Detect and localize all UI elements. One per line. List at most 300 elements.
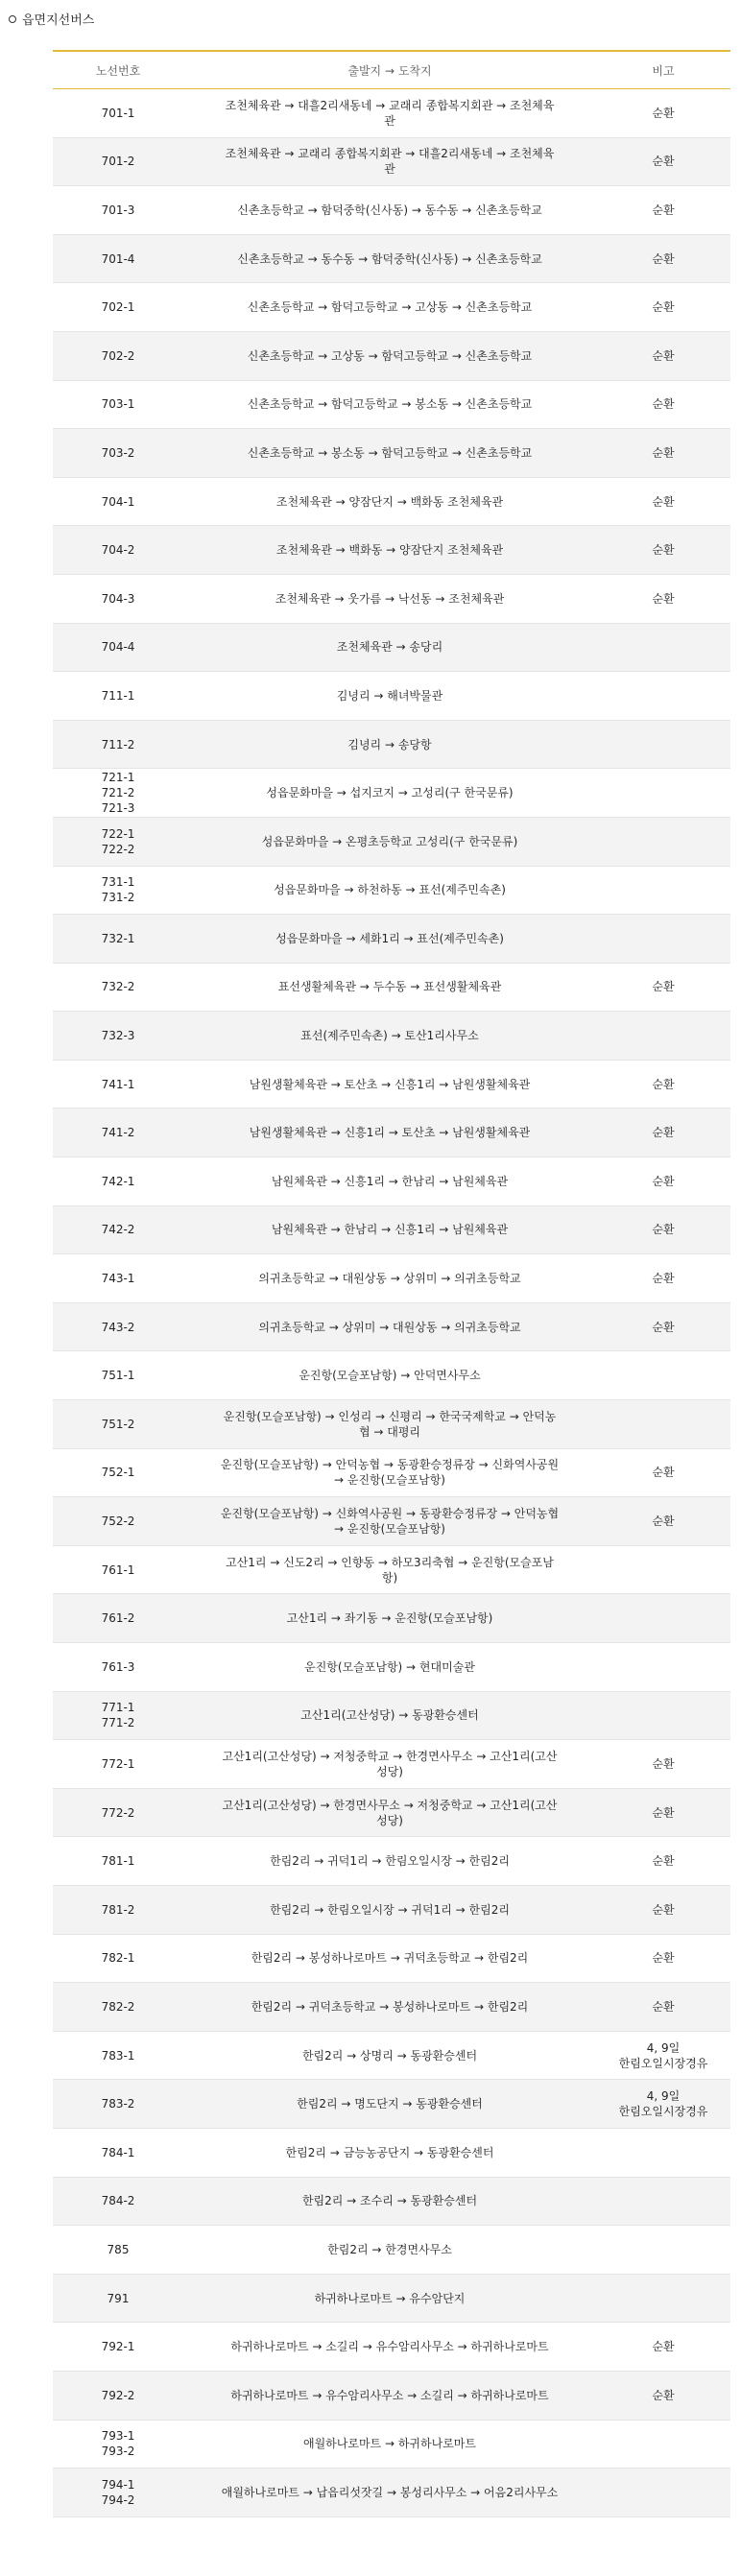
route-description: 남원생활체육관 → 토산초 → 신흥1리 → 남원생활체육관 bbox=[183, 1060, 596, 1109]
route-note: 순환 bbox=[652, 1174, 675, 1188]
table-row bbox=[53, 380, 730, 429]
route-note-cell bbox=[596, 1545, 730, 1594]
route-note: 순환 bbox=[652, 155, 675, 169]
route-number-cell bbox=[53, 1837, 183, 1886]
route-number: 702-2 bbox=[101, 348, 135, 363]
route-number-cell bbox=[53, 2420, 183, 2469]
table-row bbox=[53, 2469, 730, 2517]
route-description: 고산1리(고산성당) → 저청중학교 → 한경면사무소 → 고산1리(고산성당) bbox=[183, 1740, 596, 1789]
route-number-cell bbox=[53, 1788, 183, 1837]
route-number: 722-2 bbox=[101, 842, 135, 856]
route-description: 운진항(모슬포남항) → 인성리 → 신평리 → 한국국제학교 → 안덕농협 → 대평리 bbox=[183, 1400, 596, 1449]
route-note-cell bbox=[596, 1934, 730, 1983]
table-row bbox=[53, 866, 730, 915]
route-note: 순환 bbox=[652, 251, 675, 266]
route-number-cell bbox=[53, 2226, 183, 2275]
route-note: 순환 bbox=[652, 1126, 675, 1140]
route-number: 791 bbox=[107, 2291, 130, 2305]
route-note-cell bbox=[596, 89, 730, 138]
route-note: 순환 bbox=[652, 1951, 675, 1966]
route-description: 남원체육관 → 한남리 → 신흥1리 → 남원체육관 bbox=[183, 1205, 596, 1254]
route-number-cell bbox=[53, 477, 183, 526]
route-note-cell bbox=[596, 1205, 730, 1254]
route-number-cell bbox=[53, 429, 183, 478]
route-description: 한림2리 → 조수리 → 동광환승센터 bbox=[183, 2177, 596, 2226]
route-number-cell bbox=[53, 672, 183, 721]
route-number-cell bbox=[53, 1448, 183, 1497]
table-row bbox=[53, 1448, 730, 1497]
route-number-cell bbox=[53, 1643, 183, 1692]
route-number-cell bbox=[53, 817, 183, 866]
route-note-cell bbox=[596, 1983, 730, 2032]
route-note-cell bbox=[596, 963, 730, 1012]
route-number-cell bbox=[53, 1497, 183, 1546]
route-note: 순환 bbox=[652, 591, 675, 606]
table-row bbox=[53, 477, 730, 526]
route-number-cell bbox=[53, 769, 183, 818]
route-description: 성읍문화마을 → 섭지코지 → 고성리(구 한국문류) bbox=[183, 769, 596, 818]
route-number: 761-3 bbox=[101, 1659, 135, 1674]
route-description: 한림2리 → 상명리 → 동광환승센터 bbox=[183, 2031, 596, 2080]
table-row bbox=[53, 1012, 730, 1061]
table-row bbox=[53, 1109, 730, 1157]
route-note-cell bbox=[596, 672, 730, 721]
table-row bbox=[53, 1788, 730, 1837]
table-row bbox=[53, 1205, 730, 1254]
route-number: 721-1 bbox=[101, 771, 135, 785]
route-note: 4, 9일 bbox=[646, 2089, 681, 2104]
table-row bbox=[53, 2031, 730, 2080]
table-row bbox=[53, 2323, 730, 2372]
route-description: 신촌초등학교 → 함덕고등학교 → 봉소동 → 신촌초등학교 bbox=[183, 380, 596, 429]
table-row bbox=[53, 623, 730, 672]
table-row bbox=[53, 1060, 730, 1109]
route-note-cell bbox=[596, 1885, 730, 1934]
route-note: 순환 bbox=[652, 300, 675, 315]
route-note: 순환 bbox=[652, 1902, 675, 1917]
route-number-cell bbox=[53, 1109, 183, 1157]
route-description: 김녕리 → 해녀박물관 bbox=[183, 672, 596, 721]
table-row bbox=[53, 1157, 730, 1206]
route-description: 운진항(모슬포남항) → 신화역사공원 → 동광환승정류장 → 안덕농협 → 운진항(모슬포남항) bbox=[183, 1497, 596, 1546]
route-note: 4, 9일 bbox=[646, 2040, 681, 2055]
table-row bbox=[53, 1254, 730, 1303]
route-description: 운진항(모슬포남항) → 현대미술관 bbox=[183, 1643, 596, 1692]
route-description: 신촌초등학교 → 동수동 → 함덕중학(신사동) → 신촌초등학교 bbox=[183, 234, 596, 283]
route-number-cell bbox=[53, 234, 183, 283]
route-note: 순환 bbox=[652, 445, 675, 460]
route-number: 703-1 bbox=[101, 397, 135, 412]
route-description: 운진항(모슬포남항) → 안덕농협 → 동광환승정류장 → 신화역사공원 → 운진항(모슬포남항) bbox=[183, 1448, 596, 1497]
route-note: 순환 bbox=[652, 106, 675, 120]
route-number-cell bbox=[53, 1302, 183, 1351]
route-number: 794-2 bbox=[101, 2493, 135, 2507]
table-row bbox=[53, 186, 730, 235]
table-row bbox=[53, 817, 730, 866]
route-number: 704-1 bbox=[101, 494, 135, 509]
route-number: 701-3 bbox=[101, 203, 135, 217]
route-number: 701-4 bbox=[101, 251, 135, 266]
route-description: 남원생활체육관 → 신흥1리 → 토산초 → 남원생활체육관 bbox=[183, 1109, 596, 1157]
route-number-cell bbox=[53, 1885, 183, 1934]
route-description: 애월하나로마트 → 납읍리섯잣길 → 봉성리사무소 → 어음2리사무소 bbox=[183, 2469, 596, 2517]
route-description: 신촌초등학교 → 고상동 → 함덕고등학교 → 신촌초등학교 bbox=[183, 331, 596, 380]
route-number-cell bbox=[53, 1740, 183, 1789]
route-note-cell bbox=[596, 915, 730, 964]
route-number-cell bbox=[53, 2080, 183, 2129]
table-row bbox=[53, 1983, 730, 2032]
route-note: 한림오일시장경유 bbox=[618, 2056, 708, 2070]
table-row bbox=[53, 1691, 730, 1740]
route-number: 793-2 bbox=[101, 2445, 135, 2459]
route-number: 781-1 bbox=[101, 1854, 135, 1869]
route-note: 순환 bbox=[652, 1077, 675, 1091]
route-note: 순환 bbox=[652, 1223, 675, 1237]
route-note-cell bbox=[596, 1837, 730, 1886]
route-number: 761-1 bbox=[101, 1562, 135, 1577]
route-note-cell bbox=[596, 1643, 730, 1692]
table-row bbox=[53, 2274, 730, 2323]
route-number: 793-1 bbox=[101, 2429, 135, 2444]
route-description: 고산1리(고산성당) → 한경면사무소 → 저청중학교 → 고산1리(고산성당) bbox=[183, 1788, 596, 1837]
route-number: 722-1 bbox=[101, 826, 135, 841]
route-description: 성읍문화마을 → 온평초등학교 고성리(구 한국문류) bbox=[183, 817, 596, 866]
route-note-cell bbox=[596, 137, 730, 186]
route-number-cell bbox=[53, 866, 183, 915]
route-note-cell bbox=[596, 2371, 730, 2420]
route-number: 721-3 bbox=[101, 801, 135, 816]
table-header bbox=[53, 51, 730, 89]
route-number-cell bbox=[53, 1351, 183, 1400]
route-note-cell bbox=[596, 574, 730, 623]
table-row bbox=[53, 234, 730, 283]
route-number: 792-2 bbox=[101, 2388, 135, 2402]
route-description: 한림2리 → 금능농공단지 → 동광환승센터 bbox=[183, 2128, 596, 2177]
route-number-cell bbox=[53, 1205, 183, 1254]
table-row bbox=[53, 2371, 730, 2420]
route-number-cell bbox=[53, 2031, 183, 2080]
route-description: 의귀초등학교 → 상위미 → 대원상동 → 의귀초등학교 bbox=[183, 1302, 596, 1351]
route-note-cell bbox=[596, 1157, 730, 1206]
section-title bbox=[9, 10, 94, 28]
route-note-cell bbox=[596, 720, 730, 769]
route-description: 고산1리 → 좌기동 → 운진항(모슬포남항) bbox=[183, 1594, 596, 1643]
route-number: 704-3 bbox=[101, 591, 135, 606]
route-number: 782-1 bbox=[101, 1951, 135, 1966]
route-note: 순환 bbox=[652, 1805, 675, 1820]
route-note-cell bbox=[596, 1594, 730, 1643]
table-row bbox=[53, 2420, 730, 2469]
route-number-cell bbox=[53, 186, 183, 235]
route-description: 조천체육관 → 백화동 → 양잠단지 조천체육관 bbox=[183, 526, 596, 575]
route-number: 772-2 bbox=[101, 1805, 135, 1820]
route-note-cell bbox=[596, 2469, 730, 2517]
route-description: 고산1리 → 신도2리 → 인향동 → 하모3리축협 → 운진항(모슬포남항) bbox=[183, 1545, 596, 1594]
route-description: 신촌초등학교 → 봉소동 → 함덕고등학교 → 신촌초등학교 bbox=[183, 429, 596, 478]
route-number: 743-2 bbox=[101, 1320, 135, 1334]
route-number: 794-1 bbox=[101, 2477, 135, 2492]
route-number-cell bbox=[53, 380, 183, 429]
route-number: 782-2 bbox=[101, 1999, 135, 2014]
route-note-cell bbox=[596, 2080, 730, 2129]
route-number: 772-1 bbox=[101, 1756, 135, 1771]
route-description: 하귀하나로마트 → 유수암단지 bbox=[183, 2274, 596, 2323]
table-row bbox=[53, 2080, 730, 2129]
route-note: 순환 bbox=[652, 980, 675, 994]
table-row bbox=[53, 1497, 730, 1546]
route-number-cell bbox=[53, 574, 183, 623]
route-number-cell bbox=[53, 89, 183, 138]
table-row bbox=[53, 1302, 730, 1351]
route-description: 하귀하나로마트 → 유수암리사무소 → 소길리 → 하귀하나로마트 bbox=[183, 2371, 596, 2420]
route-description: 한림2리 → 명도단지 → 동광환승센터 bbox=[183, 2080, 596, 2129]
route-note-cell bbox=[596, 1060, 730, 1109]
route-number-cell bbox=[53, 1012, 183, 1061]
table-row bbox=[53, 526, 730, 575]
table-row bbox=[53, 1740, 730, 1789]
route-description: 고산1리(고산성당) → 동광환승센터 bbox=[183, 1691, 596, 1740]
route-note-cell bbox=[596, 526, 730, 575]
route-note: 순환 bbox=[652, 1999, 675, 2014]
table-row bbox=[53, 1594, 730, 1643]
route-description: 신촌초등학교 → 함덕중학(신사동) → 동수동 → 신촌초등학교 bbox=[183, 186, 596, 235]
route-number: 701-2 bbox=[101, 155, 135, 169]
route-number: 784-1 bbox=[101, 2145, 135, 2159]
route-note-cell bbox=[596, 2177, 730, 2226]
route-description: 조천체육관 → 교래리 종합복지회관 → 대흘2리새동네 → 조천체육관 bbox=[183, 137, 596, 186]
table-row bbox=[53, 331, 730, 380]
route-number-cell bbox=[53, 1983, 183, 2032]
route-number-cell bbox=[53, 963, 183, 1012]
circle-bullet-icon bbox=[9, 15, 16, 23]
route-note: 순환 bbox=[652, 1466, 675, 1480]
route-note-cell bbox=[596, 477, 730, 526]
route-number-cell bbox=[53, 1060, 183, 1109]
route-note-cell bbox=[596, 1788, 730, 1837]
route-description: 한림2리 → 봉성하나로마트 → 귀덕초등학교 → 한림2리 bbox=[183, 1934, 596, 1983]
route-note-cell bbox=[596, 380, 730, 429]
route-number: 752-2 bbox=[101, 1515, 135, 1529]
route-note-cell bbox=[596, 186, 730, 235]
route-note-cell bbox=[596, 1497, 730, 1546]
route-number-cell bbox=[53, 2469, 183, 2517]
table-row bbox=[53, 429, 730, 478]
route-note-cell bbox=[596, 1109, 730, 1157]
route-note: 한림오일시장경유 bbox=[618, 2105, 708, 2119]
route-description: 성읍문화마을 → 하천하동 → 표선(제주민속촌) bbox=[183, 866, 596, 915]
route-description: 운진항(모슬포남항) → 안덕면사무소 bbox=[183, 1351, 596, 1400]
route-note-cell bbox=[596, 1691, 730, 1740]
route-description: 김녕리 → 송당항 bbox=[183, 720, 596, 769]
section-title-text: 읍면지선버스 bbox=[22, 13, 95, 28]
route-note-cell bbox=[596, 817, 730, 866]
route-description: 하귀하나로마트 → 소길리 → 유수암리사무소 → 하귀하나로마트 bbox=[183, 2323, 596, 2372]
route-description: 한림2리 → 귀덕초등학교 → 봉성하나로마트 → 한림2리 bbox=[183, 1983, 596, 2032]
route-number: 761-2 bbox=[101, 1611, 135, 1626]
route-note-cell bbox=[596, 429, 730, 478]
route-note: 순환 bbox=[652, 203, 675, 217]
route-note: 순환 bbox=[652, 348, 675, 363]
route-number: 752-1 bbox=[101, 1466, 135, 1480]
route-number: 743-1 bbox=[101, 1272, 135, 1286]
route-number: 732-2 bbox=[101, 980, 135, 994]
route-number-cell bbox=[53, 1934, 183, 1983]
table-row bbox=[53, 89, 730, 138]
route-description: 조천체육관 → 양잠단지 → 백화동 조천체육관 bbox=[183, 477, 596, 526]
route-number: 711-1 bbox=[101, 688, 135, 703]
table-row bbox=[53, 769, 730, 818]
table-body bbox=[53, 89, 730, 2517]
route-number-cell bbox=[53, 1400, 183, 1449]
route-note-cell bbox=[596, 623, 730, 672]
route-description: 조천체육관 → 송당리 bbox=[183, 623, 596, 672]
route-number: 731-2 bbox=[101, 891, 135, 905]
route-note: 순환 bbox=[652, 1756, 675, 1771]
route-number: 783-2 bbox=[101, 2097, 135, 2111]
route-note-cell bbox=[596, 1302, 730, 1351]
route-number: 771-1 bbox=[101, 1701, 135, 1715]
route-number-cell bbox=[53, 1545, 183, 1594]
route-note: 순환 bbox=[652, 1320, 675, 1334]
route-note: 순환 bbox=[652, 1515, 675, 1529]
table-header-row bbox=[53, 51, 730, 89]
route-number: 741-2 bbox=[101, 1126, 135, 1140]
table-row bbox=[53, 2128, 730, 2177]
route-note: 순환 bbox=[652, 2340, 675, 2354]
route-note-cell bbox=[596, 1740, 730, 1789]
route-description: 조천체육관 → 대흘2리새동네 → 교래리 종합복지회관 → 조천체육관 bbox=[183, 89, 596, 138]
route-note-cell bbox=[596, 1448, 730, 1497]
route-note-cell bbox=[596, 2323, 730, 2372]
route-number: 771-2 bbox=[101, 1716, 135, 1730]
bus-route-table-container bbox=[53, 50, 730, 2517]
route-note-cell bbox=[596, 234, 730, 283]
table-row bbox=[53, 2177, 730, 2226]
route-number-cell bbox=[53, 137, 183, 186]
route-description: 표선(제주민속촌) → 토산1리사무소 bbox=[183, 1012, 596, 1061]
route-note: 순환 bbox=[652, 1854, 675, 1869]
header-note: 비고 bbox=[596, 51, 730, 89]
route-number-cell bbox=[53, 623, 183, 672]
route-number-cell bbox=[53, 915, 183, 964]
bus-route-table bbox=[53, 50, 730, 2517]
table-row bbox=[53, 1400, 730, 1449]
route-number-cell bbox=[53, 331, 183, 380]
route-number: 783-1 bbox=[101, 2048, 135, 2063]
route-note-cell bbox=[596, 2420, 730, 2469]
route-number-cell bbox=[53, 1594, 183, 1643]
route-description: 성읍문화마을 → 세화1리 → 표선(제주민속촌) bbox=[183, 915, 596, 964]
route-note: 순환 bbox=[652, 543, 675, 558]
route-note-cell bbox=[596, 2031, 730, 2080]
table-row bbox=[53, 1643, 730, 1692]
route-note-cell bbox=[596, 2128, 730, 2177]
route-number-cell bbox=[53, 2128, 183, 2177]
route-number-cell bbox=[53, 283, 183, 332]
route-description: 한림2리 → 귀덕1리 → 한림오일시장 → 한림2리 bbox=[183, 1837, 596, 1886]
route-number: 731-1 bbox=[101, 875, 135, 890]
route-number-cell bbox=[53, 2371, 183, 2420]
route-description: 한림2리 → 한림오일시장 → 귀덕1리 → 한림2리 bbox=[183, 1885, 596, 1934]
table-row bbox=[53, 574, 730, 623]
route-number-cell bbox=[53, 1691, 183, 1740]
route-number-cell bbox=[53, 1157, 183, 1206]
route-number-cell bbox=[53, 2323, 183, 2372]
table-row bbox=[53, 2226, 730, 2275]
route-number-cell bbox=[53, 2274, 183, 2323]
route-description: 한림2리 → 한경면사무소 bbox=[183, 2226, 596, 2275]
table-row bbox=[53, 915, 730, 964]
route-note-cell bbox=[596, 283, 730, 332]
route-number: 701-1 bbox=[101, 106, 135, 120]
route-number: 784-2 bbox=[101, 2194, 135, 2208]
header-departure-arrival: 출발지 → 도착지 bbox=[183, 51, 596, 89]
route-note: 순환 bbox=[652, 1272, 675, 1286]
table-row bbox=[53, 1885, 730, 1934]
route-number: 711-2 bbox=[101, 737, 135, 751]
table-row bbox=[53, 1545, 730, 1594]
header-route-number: 노선번호 bbox=[53, 51, 183, 89]
table-row bbox=[53, 720, 730, 769]
route-description: 표선생활체육관 → 두수동 → 표선생활체육관 bbox=[183, 963, 596, 1012]
route-number: 732-1 bbox=[101, 931, 135, 945]
route-description: 의귀초등학교 → 대원상동 → 상위미 → 의귀초등학교 bbox=[183, 1254, 596, 1303]
table-row bbox=[53, 672, 730, 721]
route-number-cell bbox=[53, 526, 183, 575]
route-note-cell bbox=[596, 1012, 730, 1061]
route-number: 742-1 bbox=[101, 1174, 135, 1188]
route-number-cell bbox=[53, 2177, 183, 2226]
route-description: 남원체육관 → 신흥1리 → 한남리 → 남원체육관 bbox=[183, 1157, 596, 1206]
route-note: 순환 bbox=[652, 494, 675, 509]
route-number: 732-3 bbox=[101, 1029, 135, 1043]
route-number: 751-1 bbox=[101, 1369, 135, 1383]
route-description: 애월하나로마트 → 하귀하나로마트 bbox=[183, 2420, 596, 2469]
route-note-cell bbox=[596, 866, 730, 915]
route-note-cell bbox=[596, 1351, 730, 1400]
route-number: 721-2 bbox=[101, 786, 135, 800]
table-row bbox=[53, 1351, 730, 1400]
route-number-cell bbox=[53, 1254, 183, 1303]
route-number: 742-2 bbox=[101, 1223, 135, 1237]
table-row bbox=[53, 137, 730, 186]
route-note: 순환 bbox=[652, 397, 675, 412]
route-note-cell bbox=[596, 769, 730, 818]
route-number: 702-1 bbox=[101, 300, 135, 315]
table-row bbox=[53, 963, 730, 1012]
route-number: 741-1 bbox=[101, 1077, 135, 1091]
route-note-cell bbox=[596, 331, 730, 380]
route-note-cell bbox=[596, 2274, 730, 2323]
table-row bbox=[53, 283, 730, 332]
route-number: 704-4 bbox=[101, 640, 135, 655]
route-number-cell bbox=[53, 720, 183, 769]
route-note-cell bbox=[596, 2226, 730, 2275]
route-note: 순환 bbox=[652, 2388, 675, 2402]
route-number: 704-2 bbox=[101, 543, 135, 558]
table-row bbox=[53, 1934, 730, 1983]
route-number: 751-2 bbox=[101, 1417, 135, 1431]
route-description: 신촌초등학교 → 함덕고등학교 → 고상동 → 신촌초등학교 bbox=[183, 283, 596, 332]
route-number: 792-1 bbox=[101, 2340, 135, 2354]
route-description: 조천체육관 → 웃가름 → 낙선동 → 조천체육관 bbox=[183, 574, 596, 623]
route-number: 703-2 bbox=[101, 445, 135, 460]
route-note-cell bbox=[596, 1400, 730, 1449]
route-number: 785 bbox=[107, 2242, 130, 2256]
route-number: 781-2 bbox=[101, 1902, 135, 1917]
route-note-cell bbox=[596, 1254, 730, 1303]
table-row bbox=[53, 1837, 730, 1886]
